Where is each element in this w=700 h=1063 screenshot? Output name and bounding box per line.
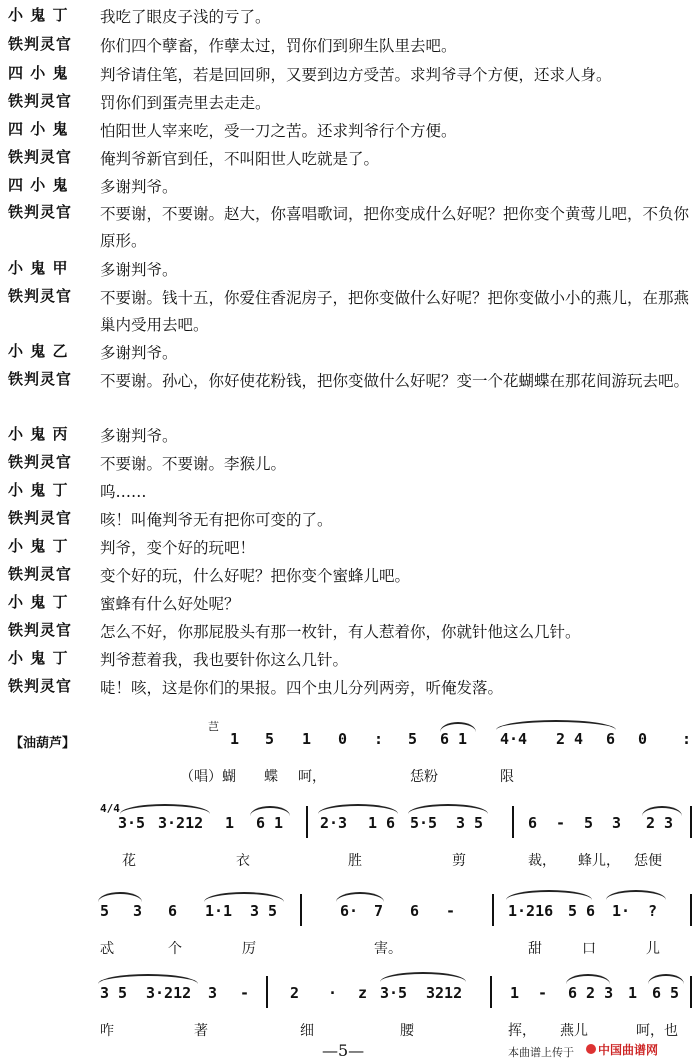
lyric: 恁粉 <box>410 769 438 785</box>
lyric: 胜 <box>348 853 362 869</box>
note: 6· <box>340 902 359 920</box>
slur <box>120 804 210 814</box>
dialogue-text: 呜…… <box>100 483 147 501</box>
lyric: 害。 <box>374 941 402 957</box>
slur <box>250 806 290 816</box>
speaker-name: 铁判灵官 <box>8 287 73 305</box>
slur <box>440 722 476 732</box>
slur <box>642 806 682 816</box>
dialogue-text: 咳！叫俺判爷无有把你可变的了。 <box>100 511 333 529</box>
speaker-name: 小 鬼 丁 <box>8 537 69 555</box>
speaker-name: 铁判灵官 <box>8 621 73 639</box>
dialogue-text: 多谢判爷。 <box>100 427 178 445</box>
note: 6 <box>410 902 420 920</box>
note: 3·212 <box>146 984 192 1002</box>
lyric: 剪 <box>452 853 466 869</box>
slur <box>606 890 666 900</box>
lyric: 蜂儿， <box>578 853 620 869</box>
lyric: 细 <box>300 1023 314 1039</box>
lyric: 腰 <box>400 1023 414 1039</box>
bar-line <box>690 894 692 926</box>
speaker-name: 铁判灵官 <box>8 203 73 221</box>
note: 2 4 <box>556 730 584 748</box>
note: ? <box>648 902 658 920</box>
note: 3 5 <box>456 814 484 832</box>
score-row-1 <box>0 718 700 788</box>
dialogue-text: 判爷请住笔，若是回回卵，又要到边方受苦。求判爷寻个方便，还求人身。 <box>100 66 612 84</box>
slur <box>566 974 610 984</box>
note: · <box>328 984 338 1002</box>
speaker-name: 铁判灵官 <box>8 92 73 110</box>
note: 2 3 <box>646 814 674 832</box>
note: 3 5 <box>100 984 128 1002</box>
note: z <box>358 984 368 1002</box>
speaker-name: 小 鬼 乙 <box>8 342 69 360</box>
score-row-2 <box>0 798 700 878</box>
bar-line <box>690 806 692 838</box>
note: 3212 <box>426 984 463 1002</box>
lyric: 衣 <box>236 853 250 869</box>
note: 3 5 <box>250 902 278 920</box>
score-row-4 <box>0 966 700 1046</box>
bar-line <box>300 894 302 926</box>
tune-label: 【油葫芦】 <box>10 736 76 751</box>
site-name: 中国曲谱网 <box>598 1043 659 1057</box>
speaker-name: 四 小 鬼 <box>8 176 69 194</box>
note: 3·5 <box>380 984 408 1002</box>
note: 1·216 <box>508 902 554 920</box>
speaker-name: 四 小 鬼 <box>8 120 69 138</box>
speaker-name: 铁判灵官 <box>8 509 73 527</box>
lyric: 咋 <box>100 1023 114 1039</box>
lyric: 儿 <box>646 941 660 957</box>
note: 6 <box>606 730 616 748</box>
bar-line <box>690 976 692 1008</box>
repeat-sign: : <box>682 730 692 748</box>
lyric: 裁， <box>528 853 556 869</box>
note: 5 <box>584 814 594 832</box>
dialogue-text: 变个好的玩，什么好呢？把你变个蜜蜂儿吧。 <box>100 567 411 585</box>
note: 3 <box>612 814 622 832</box>
bar-line <box>306 806 308 838</box>
slur <box>204 892 284 902</box>
speaker-name: 小 鬼 丙 <box>8 425 69 443</box>
note: 6 2 3 <box>568 984 614 1002</box>
bar-line <box>492 894 494 926</box>
score-mark: 芑 <box>208 720 219 733</box>
note: 7 <box>374 902 384 920</box>
bar-line <box>512 806 514 838</box>
speaker-name: 铁判灵官 <box>8 148 73 166</box>
slur <box>408 804 488 814</box>
upload-note: 本曲谱上传于 <box>508 1046 574 1059</box>
note: 5 <box>100 902 110 920</box>
lyric: 甜 <box>528 941 542 957</box>
note: 4·4 <box>500 730 528 748</box>
bar-line <box>266 976 268 1008</box>
note: 2 <box>290 984 300 1002</box>
lyric: 恁便 <box>634 853 662 869</box>
site-logo-icon <box>586 1044 596 1054</box>
lyric: 限 <box>500 769 514 785</box>
speaker-name: 铁判灵官 <box>8 453 73 471</box>
repeat-sign: : <box>374 730 384 748</box>
note: 1 <box>230 730 240 748</box>
lyric: 个 <box>168 941 182 957</box>
note: 1·1 <box>205 902 233 920</box>
dialogue-text: 多谢判爷。 <box>100 344 178 362</box>
dialogue-text: 不要谢。孙心，你好使花粉钱，把你变做什么好呢？变一个花蝴蝶在那花间游玩去吧。 <box>100 372 690 390</box>
lyric: 厉 <box>242 941 256 957</box>
dialogue-text: 不要谢。不要谢。李猴儿。 <box>100 455 287 473</box>
time-signature: 4/4 <box>100 802 120 815</box>
bar-line <box>490 976 492 1008</box>
lyric: 挥， <box>508 1023 536 1039</box>
note: 6 1 <box>256 814 284 832</box>
note: 3 <box>133 902 143 920</box>
speaker-name: 小 鬼 丁 <box>8 6 69 24</box>
dialogue-text: 罚你们到蛋壳里去走走。 <box>100 94 271 112</box>
lyric: 燕儿 <box>560 1023 588 1039</box>
page-number: —5— <box>322 1041 365 1060</box>
speaker-name: 铁判灵官 <box>8 370 73 388</box>
note: 5·5 <box>410 814 438 832</box>
lyric: （唱）蝴 <box>180 769 236 785</box>
lyric: 口 <box>582 941 596 957</box>
dialogue-text: 唗！咳，这是你们的果报。四个虫儿分列两旁，听俺发落。 <box>100 679 504 697</box>
note: 0 <box>338 730 348 748</box>
slur <box>648 974 684 984</box>
note: 3·212 <box>158 814 204 832</box>
speaker-name: 铁判灵官 <box>8 677 73 695</box>
slur <box>98 892 142 902</box>
note: 1 <box>510 984 520 1002</box>
note: 6 5 <box>652 984 680 1002</box>
slur <box>318 804 398 814</box>
slur <box>336 892 384 902</box>
slur <box>506 890 592 900</box>
note: 3·5 <box>118 814 146 832</box>
dialogue-text: 判爷，变个好的玩吧！ <box>100 539 256 557</box>
note: - <box>240 984 250 1002</box>
note: - <box>556 814 566 832</box>
speaker-name: 小 鬼 丁 <box>8 481 69 499</box>
dialogue-text: 我吃了眼皮子浅的亏了。 <box>100 8 271 26</box>
lyric: 忒 <box>100 941 114 957</box>
dialogue-text: 俺判爷新官到任，不叫阳世人吃就是了。 <box>100 150 380 168</box>
note: 6 1 <box>440 730 468 748</box>
dialogue-text: 怕阳世人宰来吃，受一刀之苦。还求判爷行个方便。 <box>100 122 457 140</box>
speaker-name: 铁判灵官 <box>8 35 73 53</box>
lyric: 著 <box>194 1023 208 1039</box>
note: 1 <box>628 984 638 1002</box>
dialogue-text: 判爷惹着我，我也要针你这么几针。 <box>100 651 349 669</box>
note: 3 <box>208 984 218 1002</box>
dialogue-text: 不要谢。钱十五，你爱住香泥房子，把你变做什么好呢？把你变做小小的燕儿，在那燕巢内受用去吧。 <box>100 289 690 334</box>
note: - <box>538 984 548 1002</box>
speaker-name: 小 鬼 丁 <box>8 649 69 667</box>
dialogue-text: 多谢判爷。 <box>100 178 178 196</box>
music-score <box>0 700 700 1063</box>
slur <box>496 720 616 730</box>
dialogue-text: 不要谢，不要谢。赵大，你喜唱歌词，把你变成什么好呢？把你变个黄莺儿吧，不负你原形。 <box>100 205 690 250</box>
slur <box>98 974 198 984</box>
note: 5 <box>265 730 275 748</box>
speaker-name: 四 小 鬼 <box>8 64 69 82</box>
note: 1 6 <box>368 814 396 832</box>
lyric: 蝶 <box>264 769 278 785</box>
note: 1· <box>612 902 631 920</box>
lyric: 花 <box>122 853 136 869</box>
note: 0 <box>638 730 648 748</box>
dialogue-text: 怎么不好，你那屁股头有那一枚针，有人惹着你，你就针他这么几针。 <box>100 623 581 641</box>
speaker-name: 小 鬼 甲 <box>8 259 69 277</box>
speaker-name: 铁判灵官 <box>8 565 73 583</box>
score-row-3 <box>0 884 700 964</box>
note: 1 <box>225 814 235 832</box>
dialogue-text: 多谢判爷。 <box>100 261 178 279</box>
note: - <box>446 902 456 920</box>
dialogue-text: 你们四个孽畜，作孽太过，罚你们到卵生队里去吧。 <box>100 37 457 55</box>
note: 1 <box>302 730 312 748</box>
note: 5 6 <box>568 902 596 920</box>
speaker-name: 小 鬼 丁 <box>8 593 69 611</box>
lyric: 呵，也 <box>636 1023 678 1039</box>
lyric: 呵， <box>298 769 326 785</box>
note: 5 <box>408 730 418 748</box>
dialogue-text: 蜜蜂有什么好处呢？ <box>100 595 240 613</box>
note: 2·3 <box>320 814 348 832</box>
slur <box>380 972 466 982</box>
note: 6 <box>528 814 538 832</box>
note: 6 <box>168 902 178 920</box>
